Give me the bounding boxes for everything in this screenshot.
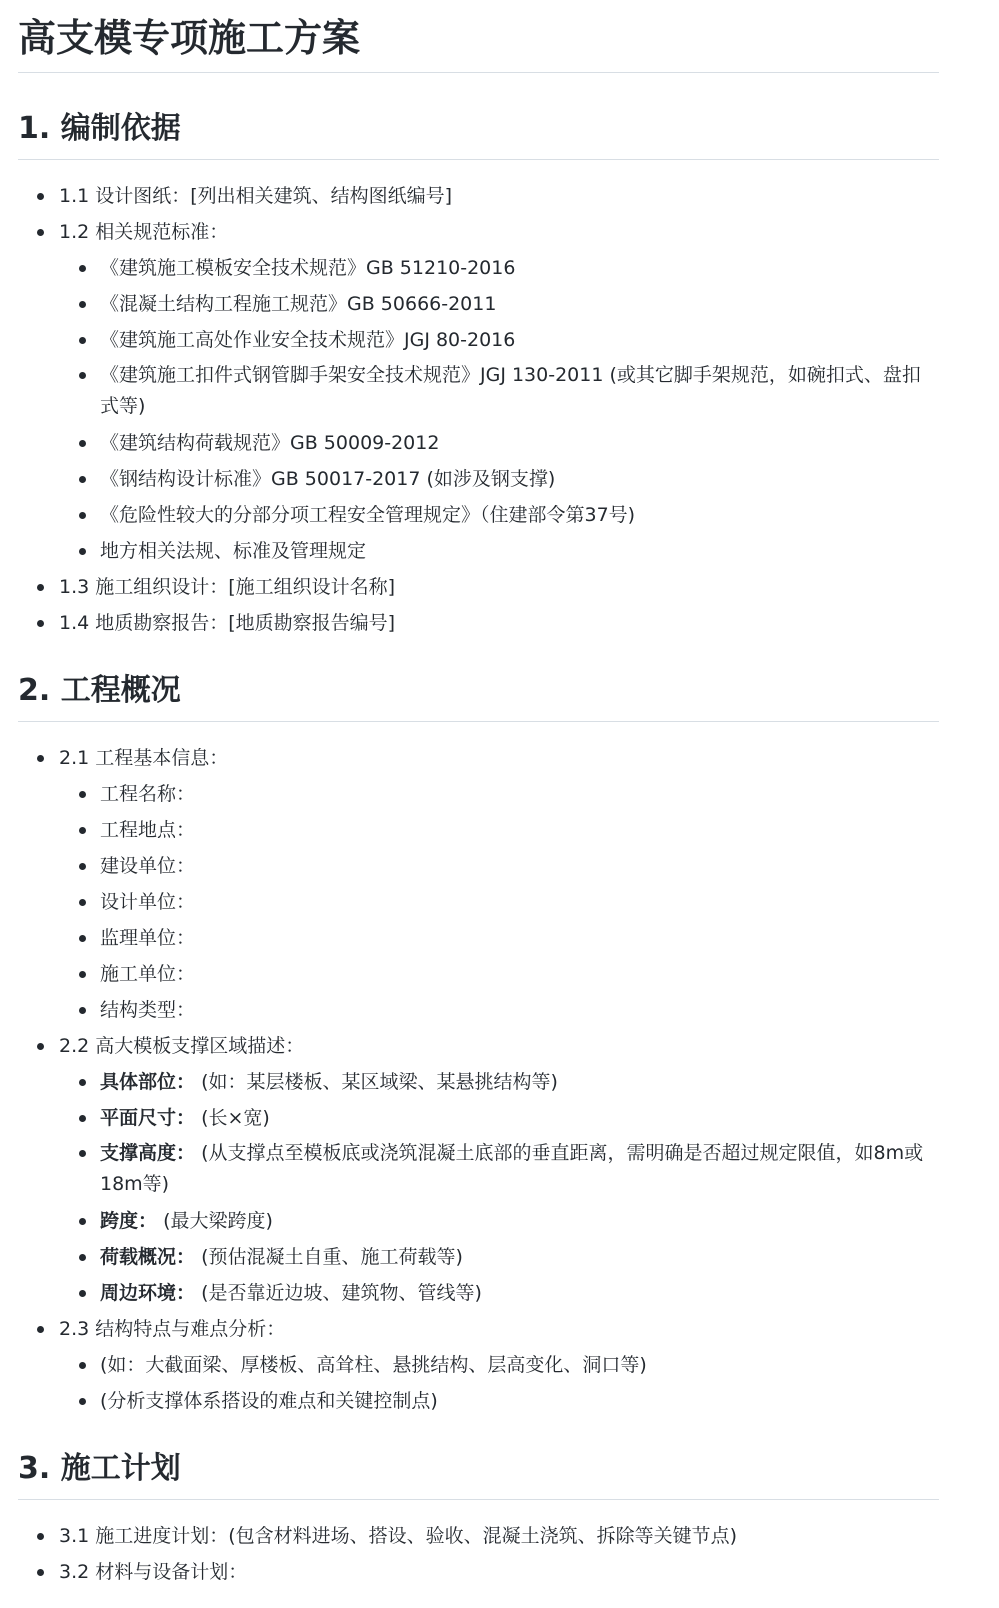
section-2-list — [18, 740, 939, 1419]
list-item: 2.3 结构特点与难点分析： (如：大截面梁、厚楼板、高耸柱、悬挑结构、层高变化、洞口等) (分析支撑体系搭设的难点和关键控制点) — [18, 1311, 939, 1419]
sublist-item: 《建筑施工扣件式钢管脚手架安全技术规范》JGJ 130-2011 (或其它脚手架规范，如碗扣式、盘扣式等) — [59, 358, 939, 425]
section-heading-1: 1. 编制依据 — [18, 107, 939, 160]
sublist-item: 地方相关法规、标准及管理规定 — [59, 533, 939, 569]
page-title: 高支模专项施工方案 — [18, 0, 939, 73]
sublist-item: 《建筑施工模板安全技术规范》GB 51210-2016 — [59, 250, 939, 286]
sublist-item: 平面尺寸： (长×宽) — [59, 1100, 939, 1136]
sublist-item: 《建筑施工高处作业安全技术规范》JGJ 80-2016 — [59, 322, 939, 358]
list-item: 1.3 施工组织设计：[施工组织设计名称] — [18, 569, 939, 605]
section-heading-2: 2. 工程概况 — [18, 669, 939, 722]
sublist — [59, 250, 939, 569]
sublist-item: (如：大截面梁、厚楼板、高耸柱、悬挑结构、层高变化、洞口等) — [59, 1347, 939, 1383]
sublist-item: 跨度： (最大梁跨度) — [59, 1203, 939, 1239]
sublist-item: 周边环境： (是否靠近边坡、建筑物、管线等) — [59, 1275, 939, 1311]
list-item: 1.2 相关规范标准： 《建筑施工模板安全技术规范》GB 51210-2016 《混凝土结构工程施工规范》GB 50666-2011 《建筑施工高处作业安全技术规范》JGJ 80-2016 《建筑施工扣件式钢管脚手架安全技术规范》JGJ 130-2011 (或其它脚手架规范，如碗扣式、盘扣式等) 《建筑结构荷载规范》GB 50009-2012 《钢结构设计标准》GB 50017-2017 (如涉及钢支撑) 《危险性较大的分部分项工程安全管理规定》（住建部令第37号) 地方相关法规、标准及管理规定 — [18, 214, 939, 569]
sublist-item: 设计单位： — [59, 884, 939, 920]
sublist-item: 支撑高度： (从支撑点至模板底或浇筑混凝土底部的垂直距离，需明确是否超过规定限值，如8m或18m等) — [59, 1136, 939, 1203]
list-item: 3.1 施工进度计划：(包含材料进场、搭设、验收、混凝土浇筑、拆除等关键节点) — [18, 1518, 939, 1554]
list-item: 2.2 高大模板支撑区域描述： 具体部位： (如：某层楼板、某区域梁、某悬挑结构等) 平面尺寸： (长×宽) 支撑高度： (从支撑点至模板底或浇筑混凝土底部的垂直距离，需明确是否超过规定限值，如8m或18m等) 跨度： (最大梁跨度) 荷载概况： (预估混凝土自重、施工荷载等) 周边环境： (是否靠近边坡、建筑物、管线等) — [18, 1028, 939, 1311]
sublist-item: 施工单位： — [59, 956, 939, 992]
sublist-item: 结构类型： — [59, 992, 939, 1028]
section-3-list — [18, 1518, 939, 1590]
list-item: 2.1 工程基本信息： 工程名称： 工程地点： 建设单位： 设计单位： 监理单位： 施工单位： 结构类型： — [18, 740, 939, 1028]
list-item: 1.1 设计图纸：[列出相关建筑、结构图纸编号] — [18, 178, 939, 214]
list-item: 1.4 地质勘察报告：[地质勘察报告编号] — [18, 605, 939, 641]
sublist-item: 具体部位： (如：某层楼板、某区域梁、某悬挑结构等) — [59, 1064, 939, 1100]
section-1-list — [18, 178, 939, 641]
list-item: 3.2 材料与设备计划： — [18, 1554, 939, 1590]
sublist-item: (分析支撑体系搭设的难点和关键控制点) — [59, 1383, 939, 1419]
sublist-item: 《钢结构设计标准》GB 50017-2017 (如涉及钢支撑) — [59, 461, 939, 497]
sublist-item: 工程地点： — [59, 812, 939, 848]
sublist-item: 《混凝土结构工程施工规范》GB 50666-2011 — [59, 286, 939, 322]
sublist-item: 《危险性较大的分部分项工程安全管理规定》（住建部令第37号) — [59, 497, 939, 533]
section-heading-3: 3. 施工计划 — [18, 1447, 939, 1500]
sublist-item: 荷载概况： (预估混凝土自重、施工荷载等) — [59, 1239, 939, 1275]
sublist-item: 监理单位： — [59, 920, 939, 956]
sublist-item: 建设单位： — [59, 848, 939, 884]
sublist-item: 工程名称： — [59, 776, 939, 812]
sublist — [59, 776, 939, 1028]
sublist — [59, 1064, 939, 1311]
sublist-item: 《建筑结构荷载规范》GB 50009-2012 — [59, 425, 939, 461]
sublist — [59, 1347, 939, 1419]
